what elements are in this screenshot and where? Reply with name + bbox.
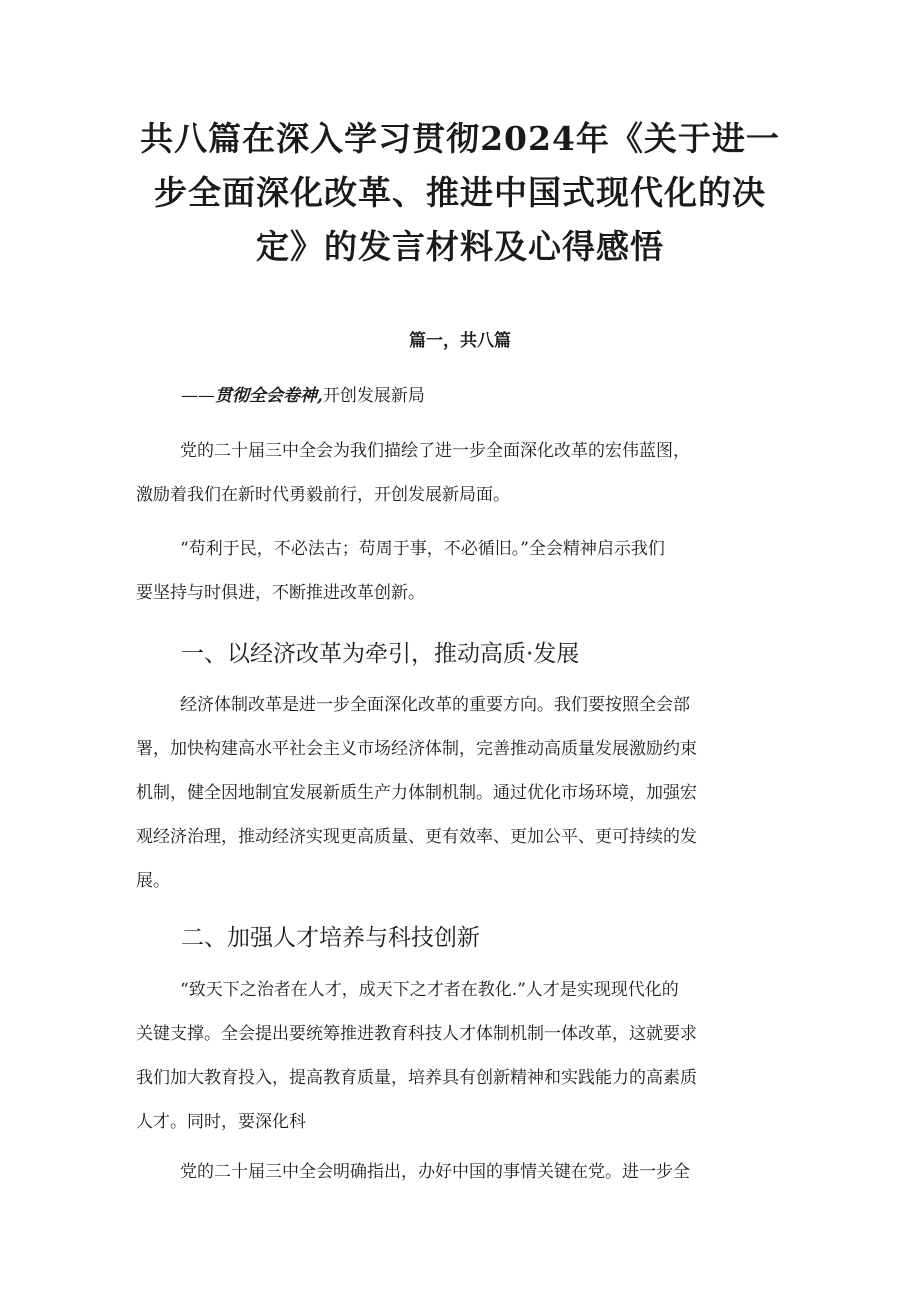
paragraph-line: 机制，健全因地制宜发展新质生产力体制机制。通过优化市场环境，加强宏 <box>136 783 697 803</box>
paragraph-line: 署，加快构建高水平社会主义市场经济体制，完善推动高质量发展激励约束 <box>136 739 697 759</box>
title-line-2: 步全面深化改革、推进中国式现代化的决 <box>154 173 766 212</box>
tagline-dash: —— <box>181 386 215 406</box>
paragraph-line: 党的二十届三中全会为我们描绘了进一步全面深化改革的宏伟蓝图， <box>180 441 690 461</box>
tagline-rest: 开创发展新局 <box>322 386 425 406</box>
paragraph-line: 要坚持与时俱进，不断推进改革创新。 <box>136 583 425 603</box>
section-2-body <box>136 968 792 1144</box>
tagline-emphasis: 贯彻全会卷神, <box>215 386 323 406</box>
paragraph-line: 我们加大教育投入，提高教育质量，培养具有创新精神和实践能力的高素质 <box>136 1068 697 1088</box>
paragraph-line: 展。 <box>136 871 170 891</box>
paragraph-line: 关键支撑。全会提出要统筹推进教育科技人才体制机制一体改革，这就要求 <box>136 1024 697 1044</box>
closing-paragraph <box>136 1150 792 1194</box>
chapter-subhead: 篇一，共八篇 <box>409 331 511 351</box>
paragraph-2 <box>136 527 792 615</box>
paragraph-line: “苟利于民，不必法古；苟周于事，不必循旧。”全会精神启示我们 <box>180 539 665 559</box>
section-1-heading: 一、以经济改革为牵引，推动高质·发展 <box>181 641 580 667</box>
paragraph-1 <box>136 429 792 517</box>
paragraph-line: 激励着我们在新时代勇毅前行，开创发展新局面。 <box>136 485 510 505</box>
paragraph-line: 观经济治理，推动经济实现更高质量、更有效率、更加公平、更可持续的发 <box>136 827 697 847</box>
paragraph-line: “致天下之治者在人才，成天下之才者在教化.”人才是实现现代化的 <box>180 980 679 1000</box>
title-line-3: 定》的发言材料及心得感悟 <box>256 227 664 266</box>
paragraph-line: 经济体制改革是进一步全面深化改革的重要方向。我们要按照全会部 <box>180 695 690 715</box>
document-title <box>130 112 790 274</box>
paragraph-line: 党的二十届三中全会明确指出，办好中国的事情关键在党。进一步全 <box>180 1162 690 1182</box>
paragraph-line: 人才。同时，要深化科 <box>136 1112 306 1132</box>
tagline <box>181 381 425 406</box>
title-line-1: 共八篇在深入学习贯彻2024年《关于进一 <box>140 119 780 158</box>
section-2-heading: 二、加强人才培养与科技创新 <box>181 925 480 951</box>
section-1-body <box>136 683 792 903</box>
